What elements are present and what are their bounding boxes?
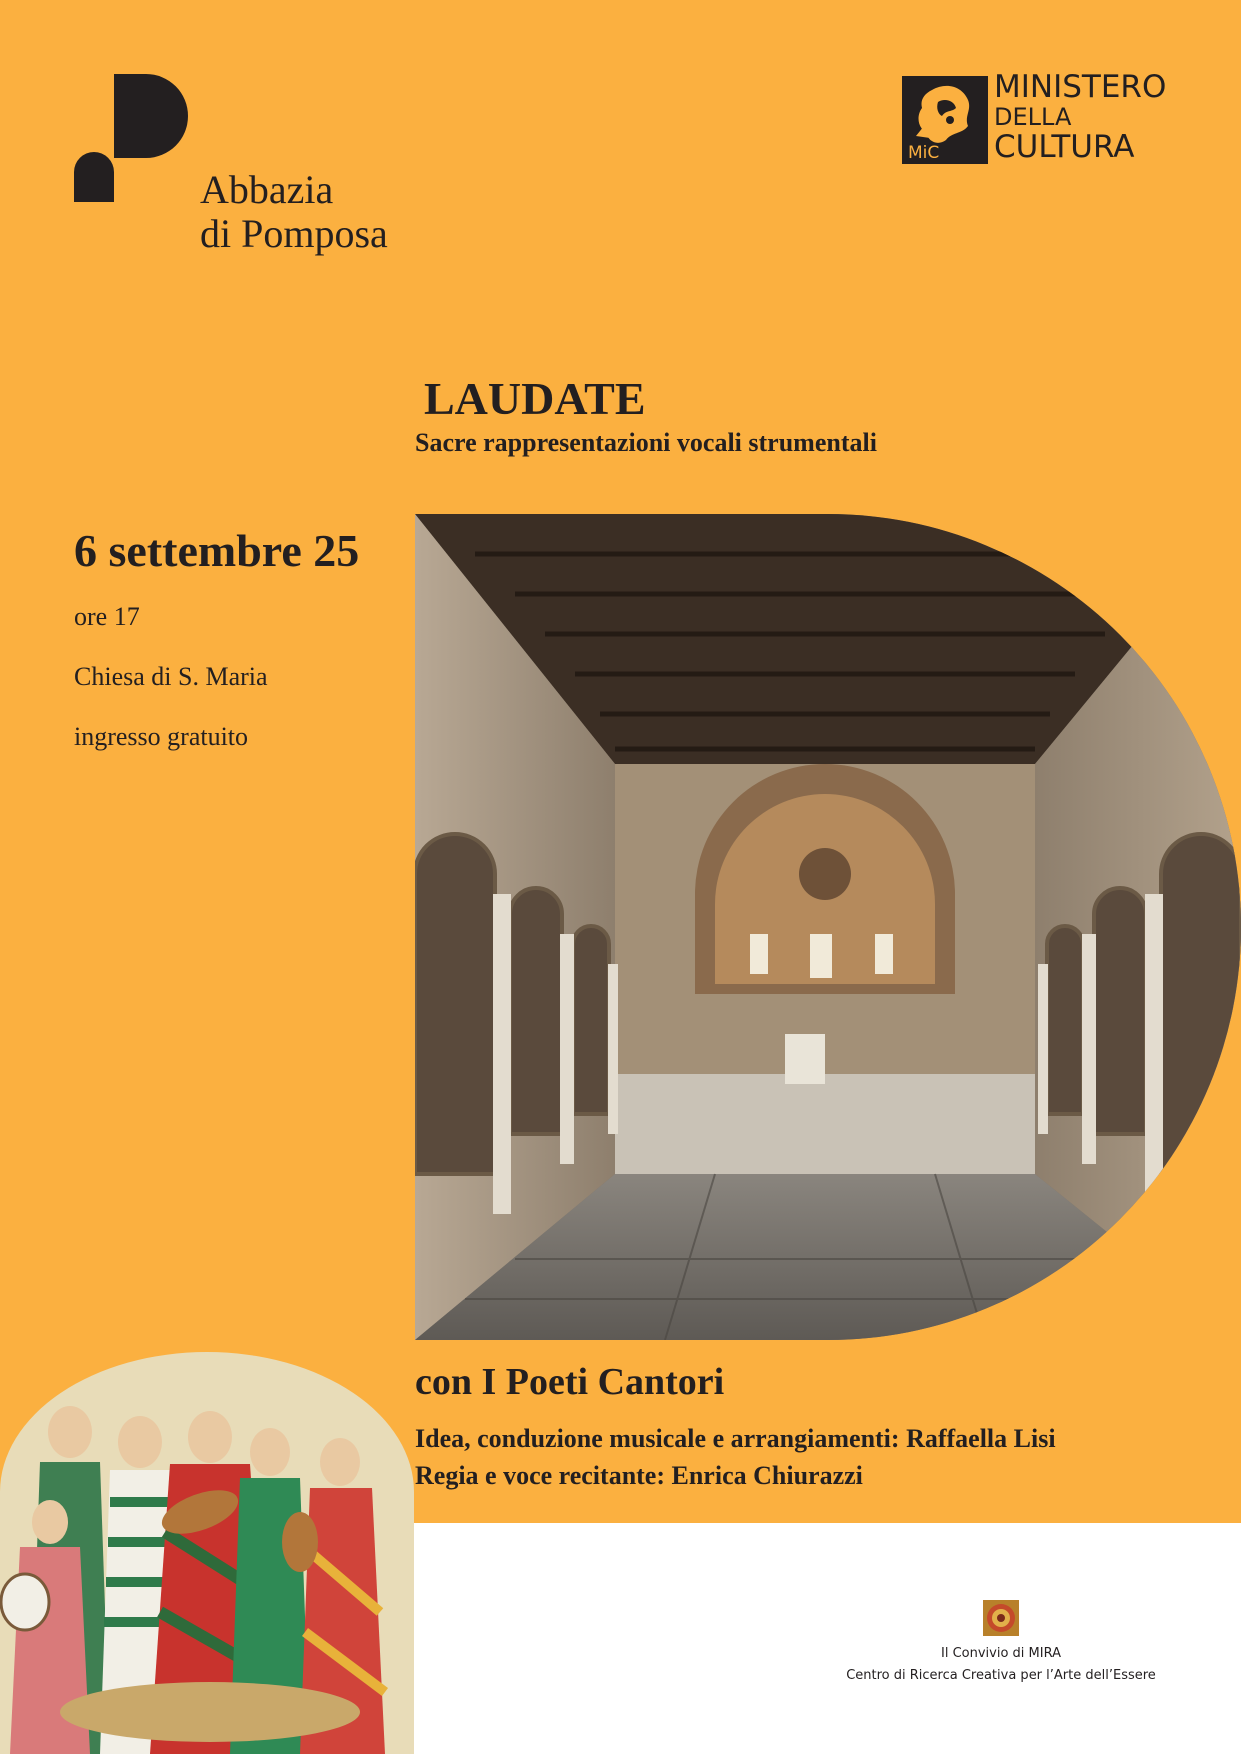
event-place: Chiesa di S. Maria xyxy=(74,662,268,691)
medieval-musicians-illustration xyxy=(0,1352,414,1754)
event-title: LAUDATE xyxy=(424,373,646,424)
abbazia-name xyxy=(200,168,460,256)
church-interior-photo xyxy=(415,514,1241,1340)
ministero-line2: DELLA xyxy=(994,103,1072,131)
abbazia-name-line1: Abbazia xyxy=(200,167,334,212)
mira-mandala-icon xyxy=(983,1600,1019,1636)
ministero-line1: MINISTERO xyxy=(994,69,1167,105)
event-date: 6 settembre 25 xyxy=(74,525,360,576)
abbazia-name-line2: di Pomposa xyxy=(200,211,388,256)
credit-line-1: Idea, conduzione musicale e arrangiamenti: Raffaella Lisi xyxy=(415,1424,1056,1453)
event-time: ore 17 xyxy=(74,602,140,631)
event-subtitle: Sacre rappresentazioni vocali strumentali xyxy=(415,428,877,457)
mic-emblem-text: MiC xyxy=(908,143,940,163)
ministero-cultura-logo-text xyxy=(994,70,1214,164)
organizer-description: Centro di Ricerca Creativa per l’Arte dell’Essere xyxy=(846,1668,1156,1683)
mic-emblem-icon xyxy=(902,76,988,164)
performers-heading: con I Poeti Cantori xyxy=(415,1361,725,1403)
abbazia-p-mark-icon xyxy=(74,74,202,202)
credit-line-2: Regia e voce recitante: Enrica Chiurazzi xyxy=(415,1461,863,1490)
ministero-line3: CULTURA xyxy=(994,129,1135,165)
event-entry: ingresso gratuito xyxy=(74,722,249,751)
organizer-name: Il Convivio di MIRA xyxy=(941,1646,1061,1661)
